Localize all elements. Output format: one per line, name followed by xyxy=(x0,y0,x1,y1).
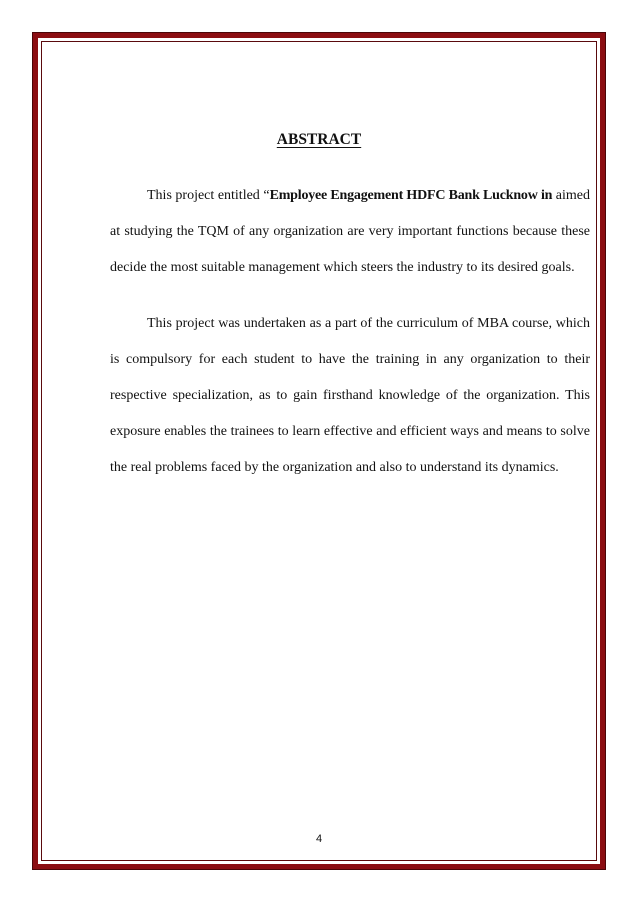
paragraph-curriculum: This project was undertaken as a part of the curriculum of MBA course, which is compulsory for each student to have the training in any organization to their respective specialization, as to gain firsthand knowledge of the organization. This exposure enables the trainees to learn effective and efficient ways and means to solve the real problems faced by the organization and also to understand its dynamics. xyxy=(110,316,590,475)
paragraph-1-rest: aimed at studying the TQM of any organization are very important functions because these decide the most suitable management which steers the industry to its desired goals. xyxy=(110,188,590,275)
page-number: 4 xyxy=(315,833,323,845)
abstract-heading: ABSTRACT xyxy=(276,131,362,148)
paragraph-project-intro xyxy=(110,178,590,286)
project-title-emphasis: Employee Engagement HDFC Bank Lucknow in xyxy=(269,188,553,203)
paragraph-1-lead: This project entitled “ xyxy=(147,188,270,203)
abstract-body xyxy=(110,178,590,506)
